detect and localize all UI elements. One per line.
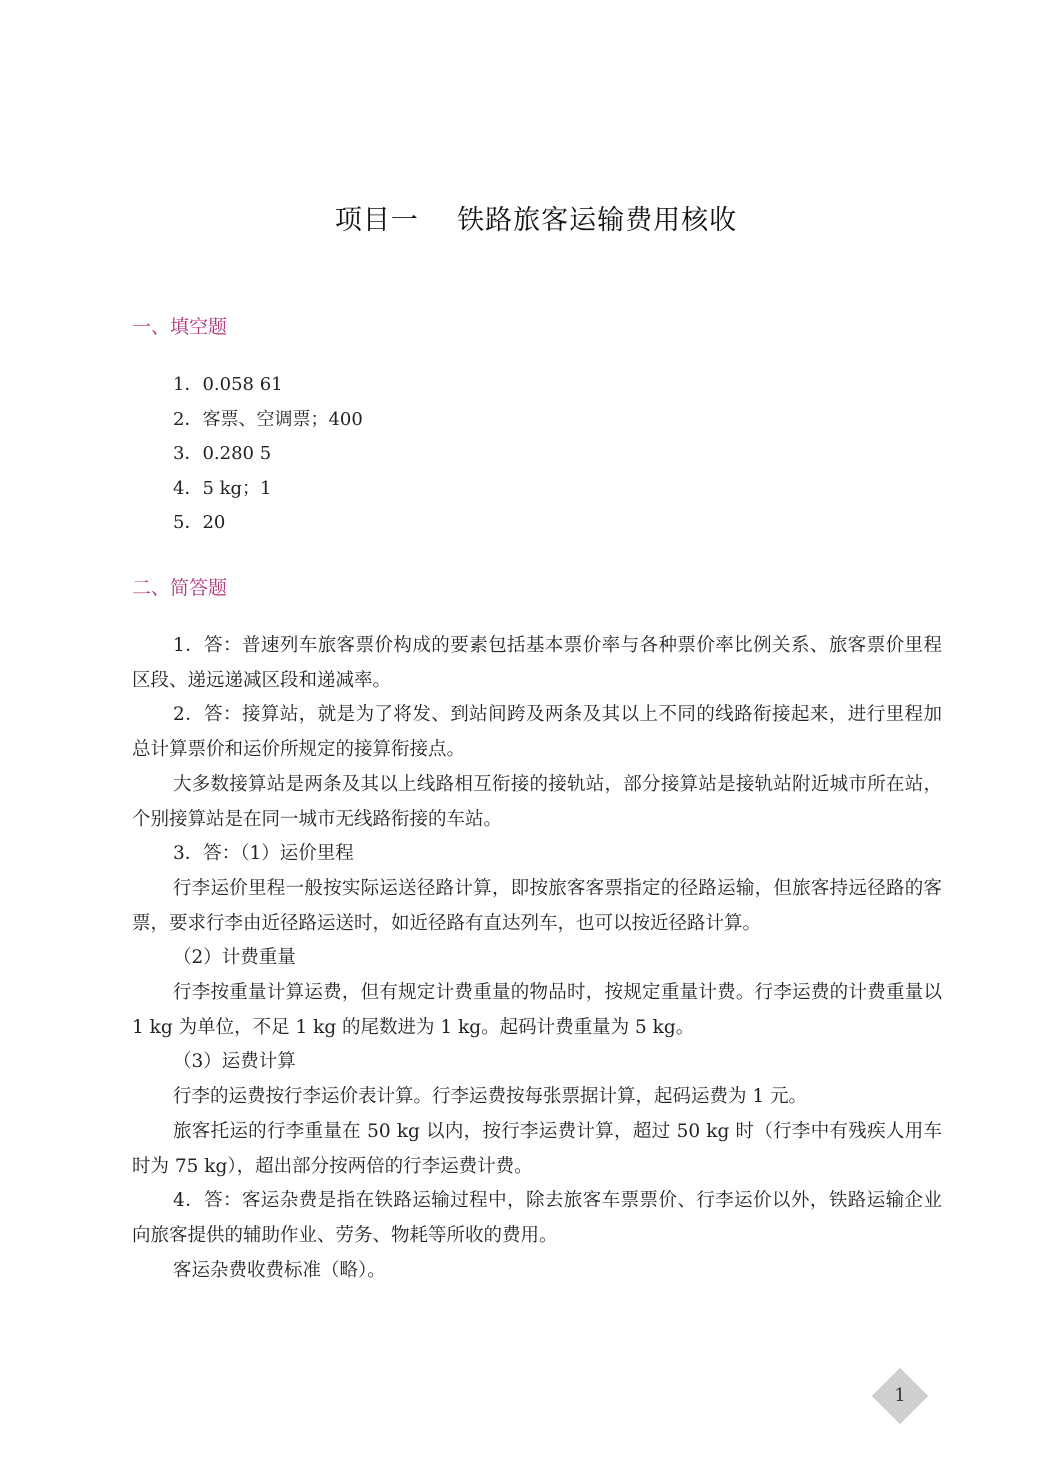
- paragraph: 3．答：（1）运价里程: [173, 843, 354, 865]
- fill-in-answer-list: [173, 372, 363, 545]
- paragraph: 大多数接算站是两条及其以上线路相互衔接的接轨站，部分接算站是接轨站附近城市所在站，个别接算站是在同一城市无线路衔接的车站。: [132, 773, 942, 830]
- list-item: 1．0.058 61: [173, 374, 283, 395]
- list-item: 4．5 kg；1: [173, 477, 272, 499]
- paragraph: （3）运费计算: [173, 1051, 296, 1073]
- list-item: 5．20: [173, 512, 226, 534]
- paragraph: 4．答：客运杂费是指在铁路运输过程中，除去旅客车票票价、行李运价以外，铁路运输企业向旅客提供的辅助作业、劳务、物耗等所收的费用。: [132, 1190, 942, 1246]
- paragraph: 行李运价里程一般按实际运送径路计算，即按旅客客票指定的径路运输，但旅客持远径路的客票，要求行李由近径路运送时，如近径路有直达列车，也可以按近径路计算。: [132, 877, 942, 934]
- list-item: 2．客票、空调票；400: [173, 408, 363, 430]
- paragraph: 客运杂费收费标准（略）。: [173, 1259, 386, 1281]
- page-title: 项目一 铁路旅客运输费用核收: [334, 205, 738, 236]
- paragraph: 旅客托运的行李重量在 50 kg 以内，按行李运费计算，超过 50 kg 时（行李中有残疾人用车时为 75 kg），超出部分按两倍的行李运费计费。: [132, 1120, 942, 1177]
- paragraph: 2．答：接算站，就是为了将发、到站间跨及两条及其以上不同的线路衔接起来，进行里程加总计算票价和运价所规定的接算衔接点。: [132, 704, 942, 761]
- page-number: 1: [894, 1385, 906, 1406]
- list-item: 3．0.280 5: [173, 443, 272, 465]
- short-answer-body: [132, 629, 942, 1288]
- section-heading-short-answer: 二、简答题: [132, 577, 228, 599]
- paragraph: 1．答：普速列车旅客票价构成的要素包括基本票价率与各种票价率比例关系、旅客票价里程区段、递远递减区段和递减率。: [132, 635, 942, 691]
- paragraph: 行李按重量计算运费，但有规定计费重量的物品时，按规定重量计费。行李运费的计费重量以 1 kg 为单位，不足 1 kg 的尾数进为 1 kg。起码计费重量为 5 kg。: [132, 982, 942, 1038]
- section-heading-fill-in: 一、填空题: [132, 316, 228, 338]
- paragraph: （2）计费重量: [173, 947, 296, 969]
- paragraph: 行李的运费按行李运价表计算。行李运费按每张票据计算，起码运费为 1 元。: [173, 1086, 808, 1108]
